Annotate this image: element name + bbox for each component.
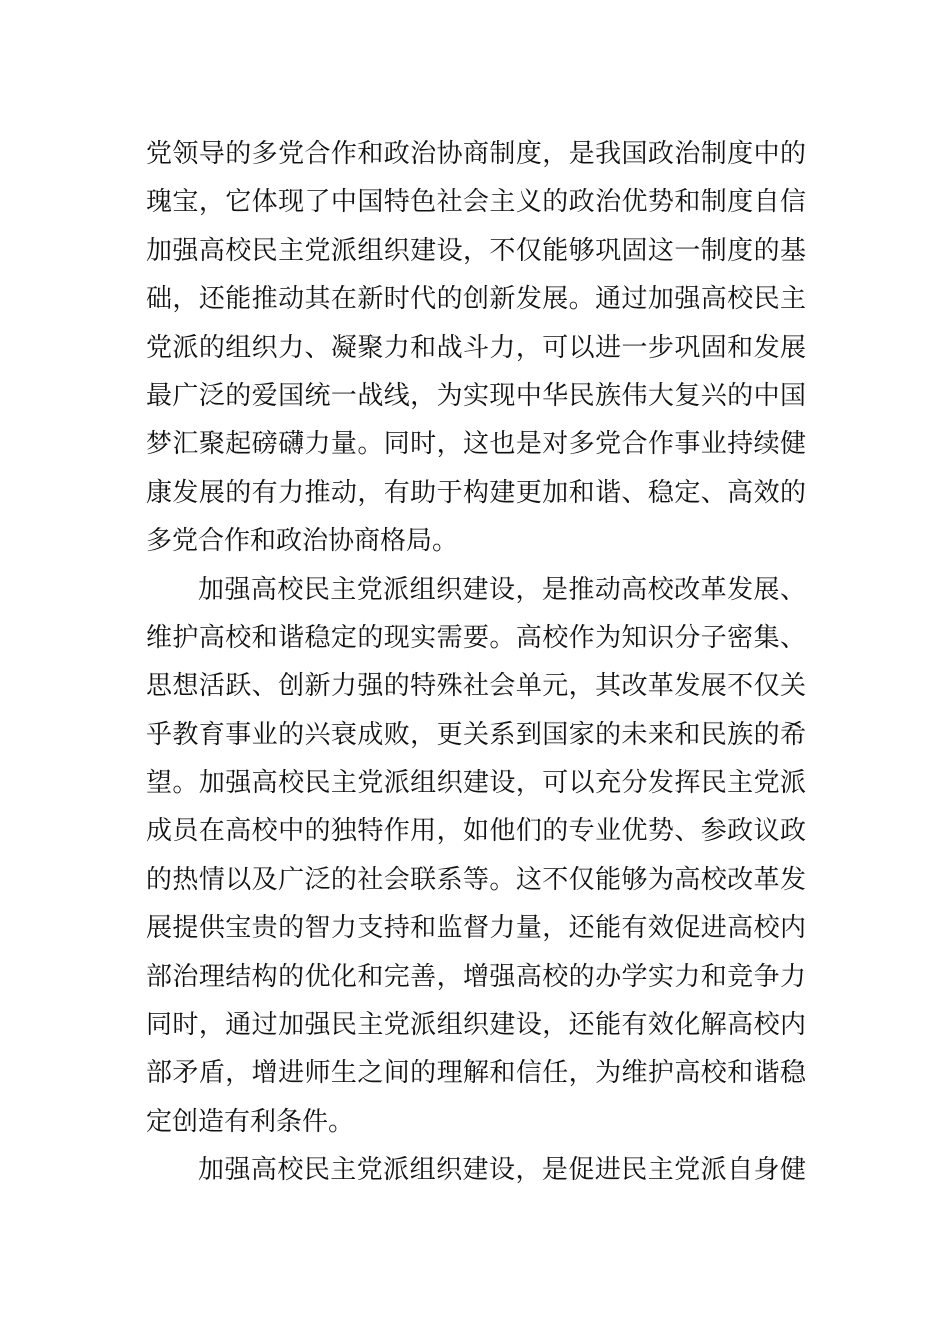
text-line: 思想活跃、创新力强的特殊社会单元，其改革发展不仅关	[146, 671, 806, 702]
text-line: 加强高校民主党派组织建设，是推动高校改革发展、	[198, 574, 806, 605]
text-line: 党派的组织力、凝聚力和战斗力，可以进一步巩固和发展	[146, 332, 806, 363]
text-line: 加强高校民主党派组织建设，不仅能够巩固这一制度的基	[146, 235, 806, 266]
text-line: 最广泛的爱国统一战线，为实现中华民族伟大复兴的中国	[146, 380, 806, 411]
text-line: 展提供宝贵的智力支持和监督力量，还能有效促进高校内	[146, 913, 806, 944]
text-line: 部治理结构的优化和完善，增强高校的办学实力和竞争力	[146, 961, 806, 992]
text-line: 梦汇聚起磅礴力量。同时，这也是对多党合作事业持续健	[146, 429, 806, 460]
text-line: 的热情以及广泛的社会联系等。这不仅能够为高校改革发	[146, 864, 806, 895]
text-line: 成员在高校中的独特作用，如他们的专业优势、参政议政	[146, 816, 806, 847]
text-line: 康发展的有力推动，有助于构建更加和谐、稳定、高效的	[146, 477, 806, 508]
body-text	[146, 130, 806, 1195]
paragraph-2	[146, 566, 806, 1147]
text-line: 瑰宝，它体现了中国特色社会主义的政治优势和制度自信	[146, 187, 806, 218]
text-line: 部矛盾，增进师生之间的理解和信任，为维护高校和谐稳	[146, 1058, 806, 1089]
text-line: 党领导的多党合作和政治协商制度，是我国政治制度中的	[146, 139, 806, 169]
paragraph-1	[146, 130, 806, 566]
text-line: 望。加强高校民主党派组织建设，可以充分发挥民主党派	[146, 768, 806, 799]
text-line: 础，还能推动其在新时代的创新发展。通过加强高校民主	[146, 284, 806, 315]
text-line: 加强高校民主党派组织建设，是促进民主党派自身健	[198, 1155, 806, 1186]
paragraph-3	[146, 1146, 806, 1194]
text-line: 多党合作和政治协商格局。	[146, 526, 459, 557]
text-line: 同时，通过加强民主党派组织建设，还能有效化解高校内	[146, 1010, 806, 1041]
text-line: 定创造有利条件。	[146, 1106, 355, 1137]
text-line: 乎教育事业的兴衰成败，更关系到国家的未来和民族的希	[146, 719, 806, 750]
text-line: 维护高校和谐稳定的现实需要。高校作为知识分子密集、	[146, 622, 806, 653]
